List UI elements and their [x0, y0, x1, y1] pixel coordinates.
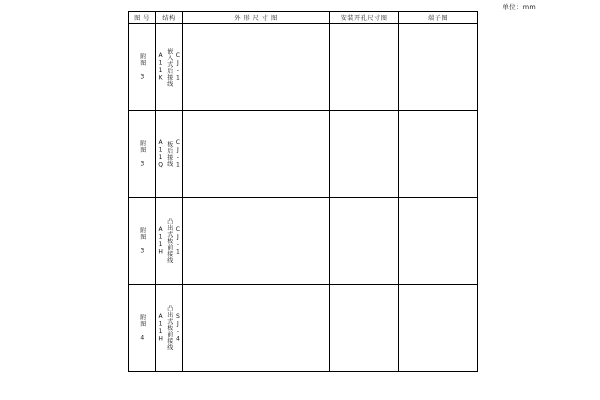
- structure-line-1: CJ-1: [174, 226, 182, 256]
- cell-outline-dimensions: 105 82 158 88 4-Φ4: [183, 111, 330, 198]
- structure-line-3: A11H: [157, 226, 165, 256]
- cell-structure: [156, 285, 183, 372]
- cell-terminal-diagram: 1 2 3 4 5 6 7 8 9 10 11 12: [399, 24, 478, 111]
- cell-fig-no: [129, 111, 156, 198]
- structure-line-3: A11H: [157, 313, 165, 343]
- cell-fig-no: [129, 24, 156, 111]
- header-terminal-diagram: 端子图: [399, 12, 478, 24]
- cell-outline-dimensions: 28 115 4-Φ3 108.5 112 75: [183, 24, 330, 111]
- header-fig-no: 图 号: [129, 12, 156, 24]
- structure-line-2: 凸出式板前接线: [165, 305, 173, 351]
- table-row: [129, 24, 478, 111]
- cell-mount-hole: 2-Φ6 95: [330, 111, 399, 198]
- structure-line-2: 板后接线: [165, 141, 173, 167]
- structure-line-3: A11K: [157, 52, 165, 82]
- fig-no-text: 附图 4: [138, 314, 146, 342]
- table-row: [129, 285, 478, 372]
- cell-structure: [156, 111, 183, 198]
- cell-outline-dimensions: 120 4-Φ4: [183, 285, 330, 372]
- cell-structure: [156, 198, 183, 285]
- cell-fig-no: [129, 198, 156, 285]
- cell-terminal-diagram: [399, 198, 478, 285]
- header-outline-dimensions: 外 形 尺 寸 图: [183, 12, 330, 24]
- header-structure: 结构: [156, 12, 183, 24]
- cell-mount-hole: 72±0.5 112: [330, 285, 399, 372]
- fig-no-text: 附图 3: [138, 140, 146, 168]
- cell-fig-no: [129, 285, 156, 372]
- table-row: [129, 198, 478, 285]
- fig-no-text: 附图 3: [138, 227, 146, 255]
- cell-structure: [156, 24, 183, 111]
- cell-terminal-diagram: [399, 285, 478, 372]
- structure-line-1: SJ-4: [174, 313, 182, 343]
- table-body: [129, 24, 478, 372]
- table-header-row: [129, 12, 478, 24]
- cell-outline-dimensions: 72 105 95.5 118 4-Φ4: [183, 198, 330, 285]
- unit-note: 单位：mm: [502, 3, 536, 11]
- cell-mount-hole: 48 118.5 4-Φ4: [330, 198, 399, 285]
- specification-table: [128, 11, 478, 372]
- fig-no-text: 附图 3: [138, 53, 146, 81]
- structure-line-1: CJ-1: [174, 139, 182, 169]
- structure-line-2: 凸出式板前接线: [165, 218, 173, 264]
- structure-line-2: 嵌入式后接线: [165, 47, 173, 87]
- header-mount-hole: 安装开孔尺寸图: [330, 12, 399, 24]
- structure-line-3: A11Q: [157, 139, 165, 169]
- cell-mount-hole: 24 103.5 112 4-Φ4: [330, 24, 399, 111]
- table-header: [129, 12, 478, 24]
- cell-terminal-diagram: [399, 111, 478, 198]
- table-row: [129, 111, 478, 198]
- structure-line-1: CJ-1: [174, 52, 182, 82]
